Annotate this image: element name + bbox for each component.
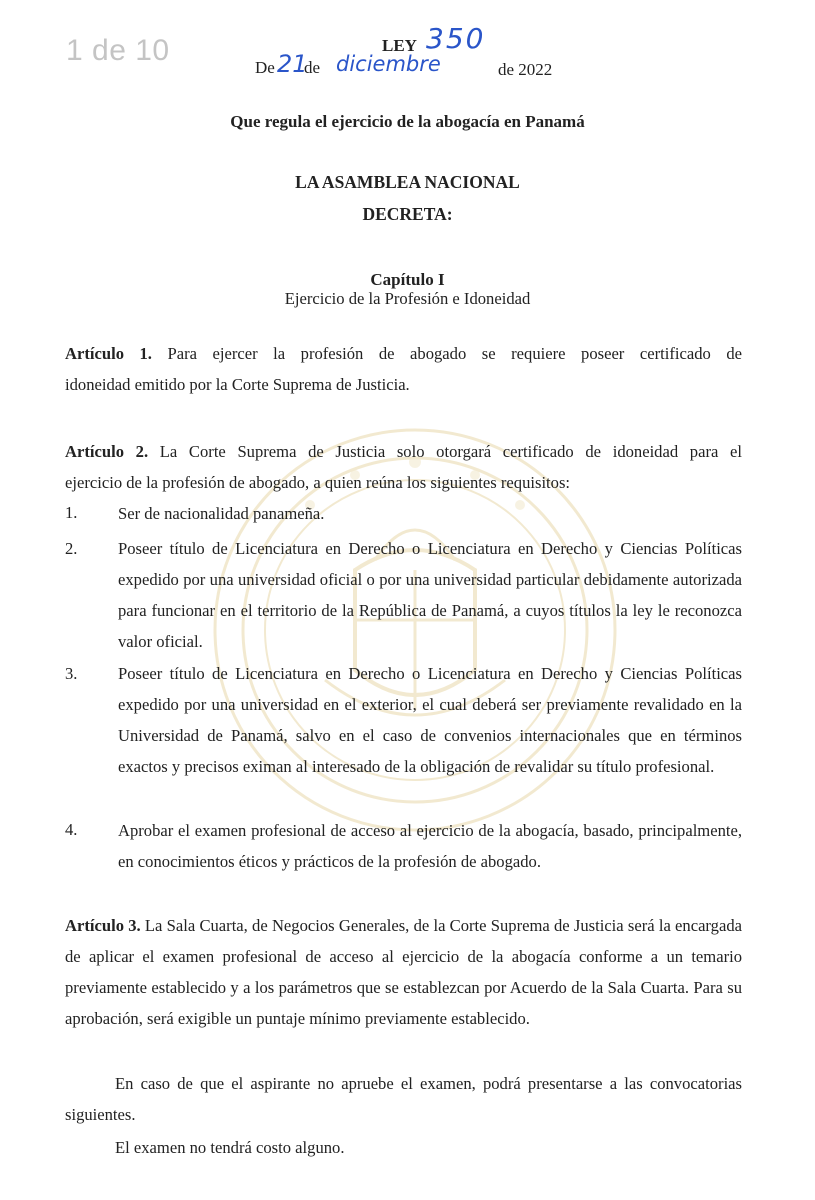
article-2-line-1: La Corte Suprema de Justicia solo otorgará certificado de idoneidad para el	[159, 442, 742, 461]
issuer-line-1: LA ASAMBLEA NACIONAL	[295, 172, 520, 192]
law-header	[0, 0, 815, 90]
list-item-4-number: 4.	[65, 820, 78, 839]
list-item-1-number: 1.	[65, 503, 78, 522]
list-item-3-text: Poseer título de Licenciatura en Derecho o Licenciatura en Derecho y Ciencias Políticas expedido por una universidad en el exterior, el cual deberá ser previamente revalidado en la Universidad de Panamá, salvo en el caso de convenios internacionales que en términos exactos y precisos eximan al interesado de la obligación de revalidar su título profesional.	[118, 664, 742, 776]
law-title: Que regula el ejercicio de la abogacía en Panamá	[230, 112, 585, 131]
list-item-2-number: 2.	[65, 539, 78, 558]
date-de: de	[304, 58, 321, 77]
month-handwritten: diciembre	[336, 52, 441, 76]
list-item-1-text: Ser de nacionalidad panameña.	[118, 504, 325, 523]
list-item-2-text: Poseer título de Licenciatura en Derecho o Licenciatura en Derecho y Ciencias Políticas expedido por una universidad oficial o por una universidad particular debidamente autorizada para funcionar en el territorio de la República de Panamá, a cuyos títulos la ley le reconozca valor oficial.	[118, 539, 742, 651]
issuer-line-2: DECRETA:	[362, 204, 453, 224]
date-prefix: De	[255, 58, 275, 77]
article-3-text: La Sala Cuarta, de Negocios Generales, de la Corte Suprema de Justicia será la encargada de aplicar el examen profesional de acceso al ejercicio de la abogacía conforme a un temario previamente establecido y a los parámetros que se establezcan por Acuerdo de la Sala Cuarta. Para su aprobación, será exigible un puntaje mínimo previamente establecido.	[65, 916, 742, 1028]
article-3-paragraph-3: El examen no tendrá costo alguno.	[115, 1138, 345, 1157]
article-3	[65, 910, 742, 1034]
chapter-subtitle: Ejercicio de la Profesión e Idoneidad	[284, 289, 531, 308]
article-2-line-2: ejercicio de la profesión de abogado, a quien reúna los siguientes requisitos:	[65, 473, 571, 492]
chapter-heading: Capítulo I	[370, 270, 445, 289]
article-3-label: Artículo 3.	[65, 916, 141, 935]
law-label: LEY	[382, 36, 417, 55]
list-item-3-number: 3.	[65, 664, 78, 683]
article-1-line-1: Para ejercer la profesión de abogado se requiere poseer certificado de	[167, 344, 742, 363]
article-2	[65, 436, 742, 498]
day-handwritten: 21	[277, 50, 308, 78]
article-3-paragraph-2: En caso de que el aspirante no apruebe el examen, podrá presentarse a las convocatorias siguientes.	[65, 1074, 742, 1124]
article-1-line-2: idoneidad emitido por la Corte Suprema de Justicia.	[65, 375, 410, 394]
law-number-handwritten: 350	[426, 22, 486, 55]
list-item-4-text: Aprobar el examen profesional de acceso al ejercicio de la abogacía, basado, principalmente, en conocimientos éticos y prácticos de la profesión de abogado.	[118, 821, 742, 871]
article-1-label: Artículo 1.	[65, 344, 152, 363]
article-2-label: Artículo 2.	[65, 442, 149, 461]
year-text: de 2022	[498, 60, 553, 79]
article-1	[65, 338, 742, 400]
page-indicator: 1 de 10	[66, 34, 170, 67]
